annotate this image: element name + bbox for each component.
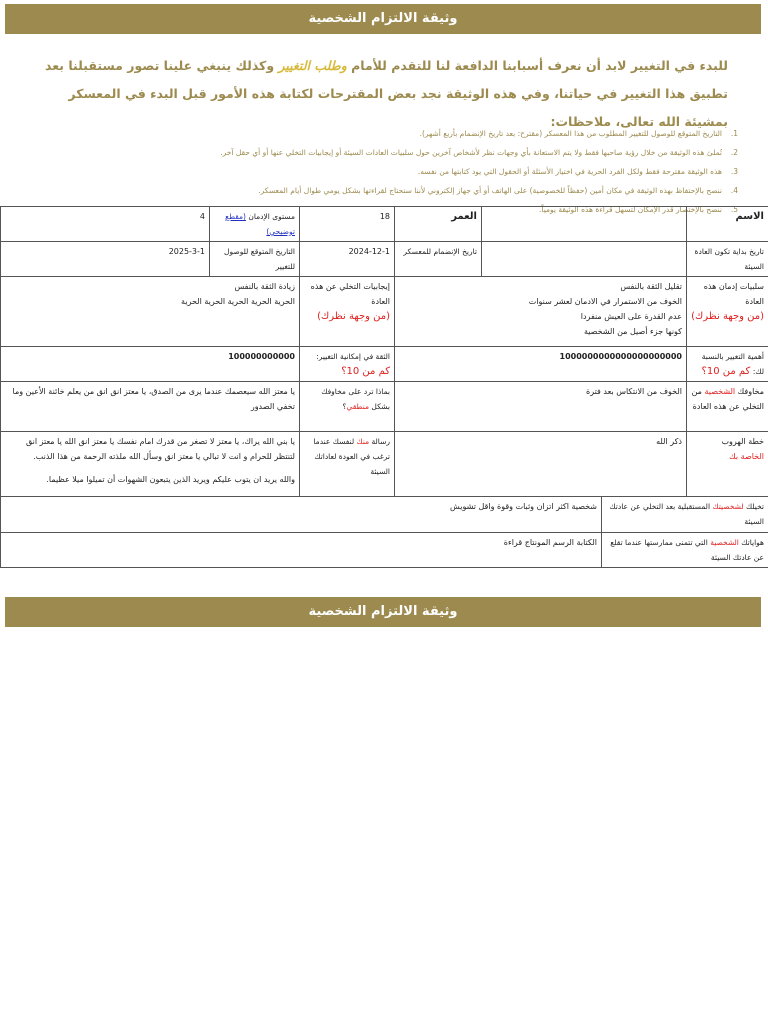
age-label: العمر	[395, 207, 482, 242]
note-item	[35, 124, 738, 143]
hobbies-label	[602, 533, 768, 568]
note-item	[35, 162, 738, 181]
message-value[interactable]	[1, 432, 300, 497]
table-row	[1, 277, 768, 347]
join-date-text: 2024-12-1	[348, 247, 390, 256]
note-text: التاريخ المتوقع للوصول للتغيير المطلوب من هذا المعسكر (مقترح: بعد تاريخ الإنضمام بأربع أشهر).	[419, 129, 722, 138]
importance-label-text: أهمية التغيير بالنسبة لك:	[701, 352, 764, 376]
expected-date-value[interactable]	[1, 242, 210, 277]
plan-label	[687, 432, 768, 497]
positives-value[interactable]	[1, 277, 300, 347]
page-header-banner-2	[5, 597, 761, 627]
hobbies-label-b: التي تتمنى ممارستها عندما تقلع عن عادتك السيئة	[610, 538, 764, 562]
positives-line: الحرية الحرية الحرية الحرية الحرية	[181, 297, 295, 306]
addiction-level-text: مستوى الإدمان	[248, 212, 295, 221]
table-row	[1, 207, 768, 242]
fears-value[interactable]: الخوف من الانتكاس بعد فترة	[395, 382, 687, 432]
confidence-label	[300, 347, 395, 382]
intro-text-1: للبدء في التغيير لابد أن نعرف أسبابنا الدافعة لنا للتقدم للأمام	[346, 58, 728, 73]
positives-label-text: إيجابيات التخلي عن هذه العادة	[310, 282, 390, 306]
fears-reply-value[interactable]: يا معتز الله سيعصمك عندما يرى من الصدق، يا معتز انق انق من يعلم خائنة الأعين وما تخفي الصدور	[1, 382, 300, 432]
name-label: الاسم	[687, 207, 768, 242]
document-title-2: وثيقة الالتزام الشخصية	[308, 604, 458, 619]
expected-date-text: 2025-3-1	[168, 247, 205, 256]
note-text: ننصح بالإختصار قدر الإمكان لتسهل قراءة هذه الوثيقة يومياً.	[539, 205, 722, 214]
note-number: 1.	[730, 129, 738, 138]
note-text: هذه الوثيقة مقترحة فقط ولكل الفرد الحرية في اختيار الأسئلة أو الحقول التي يود كتابتها من نفسه.	[417, 167, 722, 176]
confidence-label-text: الثقة في إمكانية التغيير:	[316, 352, 390, 361]
table-row	[1, 497, 768, 533]
addiction-level-label	[210, 207, 300, 242]
commitment-form-table	[0, 206, 768, 568]
name-value[interactable]	[482, 207, 687, 242]
note-number: 5.	[730, 205, 738, 214]
negatives-note: (من وجهة نظرك)	[691, 311, 764, 322]
negatives-line: الخوف من الاستمرار في الادمان لعشر سنوات	[528, 297, 682, 306]
table-row	[1, 382, 768, 432]
negatives-line: كونها جزء أصيل من الشخصية	[583, 327, 682, 336]
fears-label-red: الشخصية	[704, 387, 736, 396]
note-number: 3.	[730, 167, 738, 176]
message-label	[300, 432, 395, 497]
positives-label	[300, 277, 395, 347]
fears-reply-label-a: بماذا ترد على مخاوفك بشكل	[321, 387, 390, 411]
plan-label-red: الخاصة بك	[729, 452, 764, 461]
note-text: تُملئ هذه الوثيقة من خلال رؤية صاحبها فقط ولا يتم الاستعانة بأي وجهات نظر لأشخاص آخرين حول سلبيات العادات السيئة أو إيجابيات التخلي عنها أو أي حقل آخر.	[220, 148, 722, 157]
age-value[interactable]: 18	[300, 207, 395, 242]
message-label-red: منك	[356, 437, 370, 446]
importance-value[interactable]	[395, 347, 687, 382]
fears-label-a: مخاوفك	[737, 387, 764, 396]
note-item	[35, 143, 738, 162]
importance-label	[687, 347, 768, 382]
intro-highlight: وطلب التغيير	[278, 58, 347, 73]
table-row	[1, 432, 768, 497]
note-text: ننصح بالإحتفاظ بهذه الوثيقة في مكان أمين (حفظاً للخصوصية) على الهاتف أو أي جهاز إلكتروني لأننا سنحتاج لقراءتها بشكل يومي طوال أيام المعسكر.	[258, 186, 722, 195]
negatives-label-text: سلبيات إدمان هذه العادة	[703, 282, 764, 306]
document-title: وثيقة الالتزام الشخصية	[308, 11, 458, 26]
intro-text-2: وكذلك ينبغي علينا تصور مستقبلنا بعد تطبيق هذا التغيير في حياتنا، وفي هذه الوثيقة نجد بعض المقترحات لكتابة هذه الأمور قبل البدء في المعسكر بمشيئة الله تعالى، ملاحظات:	[45, 58, 728, 129]
positives-line: زيادة الثقة بالنفس	[234, 282, 295, 291]
importance-value-text: 1000000000000000000000	[559, 352, 682, 361]
negatives-line: تقليل الثقة بالنفس	[620, 282, 682, 291]
confidence-value[interactable]	[1, 347, 300, 382]
message-label-a: رسالة	[371, 437, 390, 446]
explainer-video-link[interactable]: (مقطع توضيحي)	[225, 212, 295, 236]
future-label	[602, 497, 768, 533]
plan-label-text: خطة الهروب	[721, 437, 764, 446]
future-label-b: المستقبلية بعد التخلي عن عادتك السيئة	[609, 502, 764, 526]
message-label-b: لنفسك عندما ترغب في العودة لعاداتك السيئة	[313, 437, 390, 476]
negatives-value[interactable]	[395, 277, 687, 347]
table-row	[1, 347, 768, 382]
page-header-banner	[5, 4, 761, 34]
confidence-value-text: 100000000000	[228, 352, 295, 361]
negatives-label	[687, 277, 768, 347]
note-number: 2.	[730, 148, 738, 157]
note-number: 4.	[730, 186, 738, 195]
future-label-red: لشخصيتك	[712, 502, 744, 511]
importance-question: كم من 10؟	[701, 366, 751, 377]
join-date-label: تاريخ الإنضمام للمعسكر	[395, 242, 482, 277]
habit-start-label: تاريخ بداية تكون العادة السيئة	[687, 242, 768, 277]
table-row	[1, 242, 768, 277]
hobbies-label-a: هواياتك	[741, 538, 764, 547]
message-paragraph: والله يريد ان يتوب عليكم ويريد الذين يتبعون الشهوات أن تميلوا ميلا عظيما.	[46, 475, 295, 484]
message-paragraph: يا بني الله يراك، يا معتز لا تصغر من قدرك امام نفسك يا معتز انق الله يا معتز انق لتنتظر للحرام و انت لا تبالي يا معتز انق وسأل الله ملذته الرحمة من هذا الذنب.	[25, 437, 295, 461]
fears-label	[687, 382, 768, 432]
join-date-value[interactable]	[300, 242, 395, 277]
note-item	[35, 181, 738, 200]
future-value[interactable]: شخصية اكثر اتزان وثبات وقوة واقل تشويش	[1, 497, 602, 533]
fears-reply-label-b: ؟	[342, 402, 347, 411]
habit-start-value[interactable]	[482, 242, 687, 277]
fears-reply-label-red: منطقي	[346, 402, 369, 411]
future-label-a: تخيلك	[746, 502, 764, 511]
hobbies-label-red: الشخصية	[710, 538, 739, 547]
notes-list	[35, 124, 738, 219]
fears-label-b: من التخلي عن هذه العادة	[691, 387, 764, 411]
hobbies-value[interactable]: الكتابة الرسم المونتاج قراءة	[1, 533, 602, 568]
addiction-level-value[interactable]: 4	[1, 207, 210, 242]
expected-date-label: التاريخ المتوقع للوصول للتغيير	[210, 242, 300, 277]
positives-note: (من وجهة نظرك)	[317, 311, 390, 322]
table-row	[1, 533, 768, 568]
confidence-question: كم من 10؟	[341, 366, 390, 377]
plan-value[interactable]: ذكر الله	[395, 432, 687, 497]
negatives-line: عدم القدرة على العيش منفردا	[580, 312, 682, 321]
fears-reply-label	[300, 382, 395, 432]
